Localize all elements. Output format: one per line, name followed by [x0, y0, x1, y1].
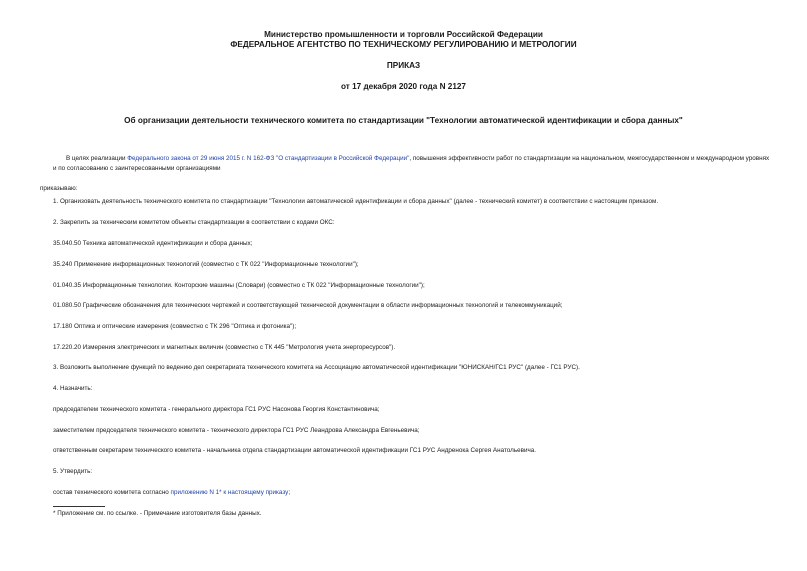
agency-name: ФЕДЕРАЛЬНОЕ АГЕНТСТВО ПО ТЕХНИЧЕСКОМУ РЕГУЛИРОВАНИЮ И МЕТРОЛОГИИ — [230, 40, 577, 49]
oks-code-01-040-35: 01.040.35 Информационные технологии. Конторские машины (Словари) (совместно с ТК 022 "Информационные технологии"); — [53, 282, 425, 289]
item-1: 1. Организовать деятельность технического комитета по стандартизации "Технологии автоматической идентификации и сбора данных" (далее - технический комитет) в соответствии с настоящим приказом. — [53, 198, 659, 205]
oks-code-35-040-50: 35.040.50 Техника автоматической идентификации и сбора данных; — [53, 240, 253, 247]
secretary-appointment: ответственным секретарем технического комитета - начальника отдела стандартизации автоматической идентификации ГС1 РУС Андренока Сергея Анатольевича. — [53, 447, 536, 454]
oks-code-35-240: 35.240 Применение информационных технологий (совместно с ТК 022 "Информационные технологии"); — [53, 261, 359, 268]
document-title: Об организации деятельности технического комитета по стандартизации "Технологии автоматической идентификации и сбора данных" — [124, 116, 683, 125]
composition-prefix: состав технического комитета согласно — [53, 489, 171, 496]
footnote-divider — [53, 506, 105, 507]
intro-prefix: В целях реализации — [66, 155, 128, 162]
appendix-1-link[interactable]: приложению N 1* к настоящему приказу — [170, 489, 289, 496]
item-5: 5. Утвердить: — [53, 468, 93, 475]
item-4: 4. Назначить: — [53, 385, 93, 392]
deputy-appointment: заместителем председателя технического комитета - технического директора ГС1 РУС Леандрова Александра Евгеньевича; — [53, 427, 420, 434]
chairman-appointment: председателем технического комитета - генерального директора ГС1 РУС Насонова Георгия Константиновича; — [53, 406, 380, 413]
item-2: 2. Закрепить за техническим комитетом объекты стандартизации в соответствии с кодами ОКС: — [53, 219, 335, 226]
intro-paragraph — [53, 154, 773, 173]
item-3: 3. Возложить выполнение функций по ведению дел секретариата технического комитета на Ассоциацию автоматической идентификации "ЮНИСКАН/ГС1 РУС" (далее - ГС1 РУС). — [53, 364, 580, 371]
oks-code-01-080-50: 01.080.50 Графические обозначения для технических чертежей и соответствующей технической документации в области информационных технологий и телекоммуникаций; — [53, 302, 563, 309]
composition-suffix: ; — [288, 489, 291, 496]
oks-code-17-180: 17.180 Оптика и оптические измерения (совместно с ТК 296 "Оптика и фотоника"); — [53, 323, 297, 330]
composition-line — [53, 488, 290, 498]
federal-law-link[interactable]: Федерального закона от 29 июня 2015 г. N 162-ФЗ "О стандартизации в Российской Федерации" — [127, 155, 410, 162]
intro-suffix: , повышения эффективности работ по стандартизации на национальном, межгосударственном и международном уровнях и по согласованию с заинтересованными организациями — [53, 155, 770, 172]
footnote: * Приложение см. по ссылке. - Примечание изготовителя базы данных. — [53, 510, 262, 517]
document-type: ПРИКАЗ — [386, 61, 421, 70]
order-word: приказываю: — [40, 185, 78, 192]
document-date: от 17 декабря 2020 года N 2127 — [341, 82, 466, 91]
ministry-name: Министерство промышленности и торговли Российской Федерации — [264, 30, 543, 39]
oks-code-17-220-20: 17.220.20 Измерения электрических и магнитных величин (совместно с ТК 445 "Метрология учета энергоресурсов"). — [53, 344, 396, 351]
